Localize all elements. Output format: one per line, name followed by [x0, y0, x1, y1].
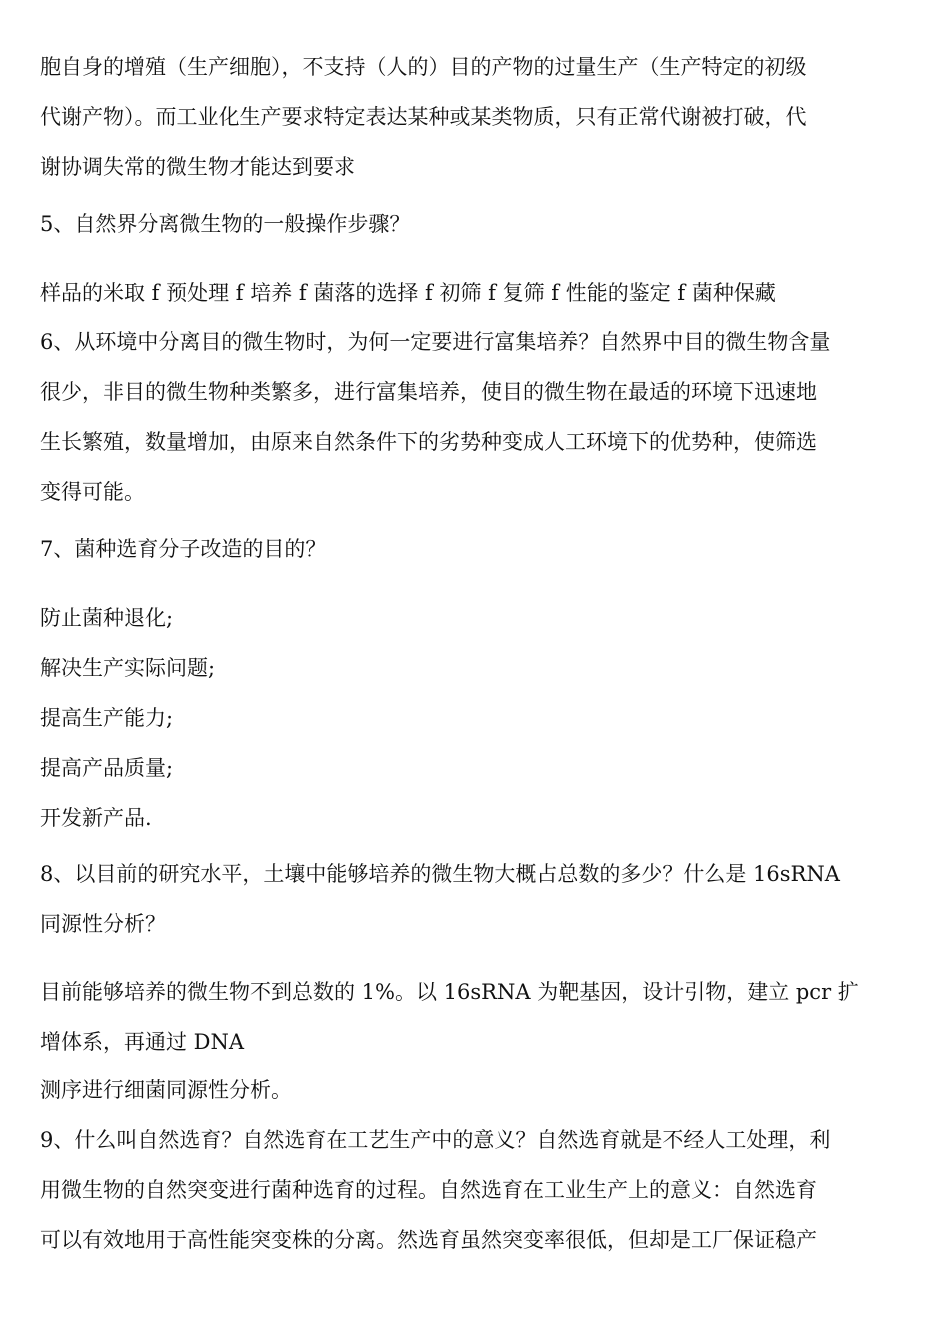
text-line: 可以有效地用于高性能突变株的分离。然选育虽然突变率很低，但却是工厂保证稳产	[40, 1228, 817, 1252]
text-line: 很少，非目的微生物种类繁多，进行富集培养，使目的微生物在最适的环境下迅速地	[40, 380, 817, 404]
text-line: 变得可能。	[40, 480, 145, 504]
text-line: 增体系，再通过 DNA	[40, 1030, 245, 1054]
question-heading-5: 5、自然界分离微生物的一般操作步骤？	[40, 212, 411, 236]
question-heading-7: 7、菌种选育分子改造的目的？	[40, 537, 327, 561]
list-item: 开发新产品.	[40, 806, 152, 830]
text-line: 测序进行细菌同源性分析。	[40, 1078, 292, 1102]
question-heading-6: 6、从环境中分离目的微生物时，为何一定要进行富集培养？自然界中目的微生物含量	[40, 330, 831, 354]
question-heading-9: 9、什么叫自然选育？自然选育在工艺生产中的意义？自然选育就是不经人工处理，利	[40, 1128, 831, 1152]
text-line: 胞自身的增殖（生产细胞），不支持（人的）目的产物的过量生产（生产特定的初级	[40, 55, 807, 79]
text-line: 样品的米取 f 预处理 f 培养 f 菌落的选择 f 初筛 f 复筛 f 性能的鉴定 f 菌种保藏	[40, 281, 776, 305]
text-line: 用微生物的自然突变进行菌种选育的过程。自然选育在工业生产上的意义：自然选育	[40, 1178, 817, 1202]
text-line: 目前能够培养的微生物不到总数的 1%。以 16sRNA 为靶基因，设计引物，建立 pcr 扩	[40, 980, 859, 1004]
list-item: 解决生产实际问题;	[40, 656, 216, 680]
text-line: 代谢产物）。而工业化生产要求特定表达某种或某类物质，只有正常代谢被打破，代	[40, 105, 807, 129]
list-item: 提高产品质量;	[40, 756, 174, 780]
text-line: 同源性分析？	[40, 912, 166, 936]
question-heading-8: 8、以目前的研究水平，土壤中能够培养的微生物大概占总数的多少？什么是 16sRNA	[40, 862, 840, 886]
list-item: 防止菌种退化;	[40, 606, 174, 630]
text-line: 生长繁殖，数量增加，由原来自然条件下的劣势种变成人工环境下的优势种，使筛选	[40, 430, 817, 454]
list-item: 提高生产能力;	[40, 706, 174, 730]
text-line: 谢协调失常的微生物才能达到要求	[40, 155, 355, 179]
